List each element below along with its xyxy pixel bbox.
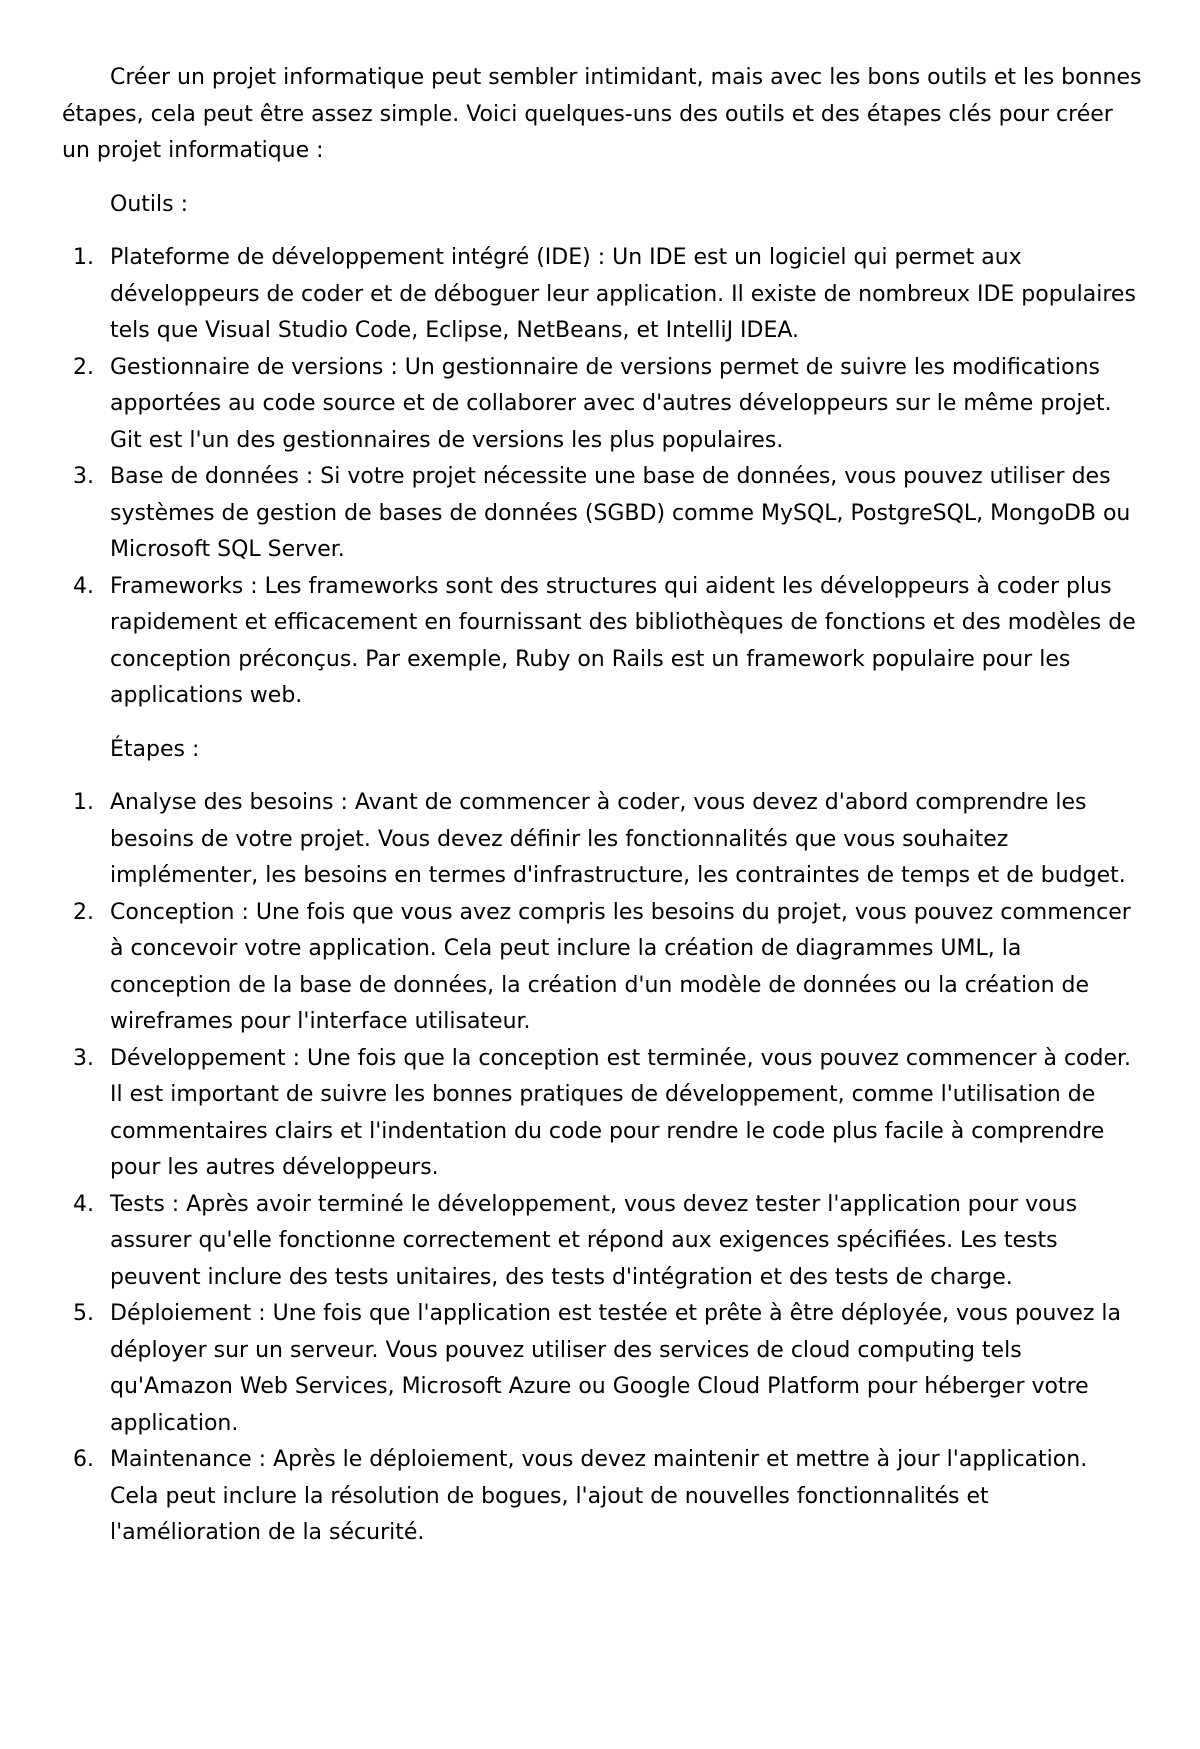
document-page: [62, 60, 1142, 1552]
list-number: 3.: [73, 464, 94, 489]
list-item-text: Déploiement : Une fois que l'application est testée et prête à être déployée, vous pouvez la déployer sur un serveur. Vous pouvez utiliser des services de cloud computing tels qu'Amazon Web Services, Microsoft Azure ou Google Cloud Platform pour héberger votre application.: [110, 1301, 1121, 1436]
list-item: [62, 1187, 1142, 1297]
list-item: [62, 240, 1142, 350]
list-number: 3.: [73, 1045, 94, 1071]
list-item: [62, 1041, 1142, 1187]
list-item-text: Tests : Après avoir terminé le développement, vous devez tester l'application pour vous assurer qu'elle fonctionne correctement et répond aux exigences spécifiées. Les tests peuvent inclure des tests unitaires, des tests d'intégration et des tests de charge.: [110, 1191, 1078, 1290]
list-item-text: Analyse des besoins : Avant de commencer à coder, vous devez d'abord comprendre les besoins de votre projet. Vous devez définir les fonctionnalités que vous souhaitez implémenter, les besoins en termes d'infrastructure, les contraintes de temps et de budget.: [110, 790, 1126, 888]
list-item: [62, 1442, 1142, 1552]
list-number: 1.: [73, 245, 94, 270]
list-item: [62, 459, 1142, 569]
list-number: 4.: [73, 573, 94, 599]
list-item-text: Plateforme de développement intégré (IDE) : Un IDE est un logiciel qui permet aux développeurs de coder et de déboguer leur application. Il existe de nombreux IDE populaires tels que Visual Studio Code, Eclipse, NetBeans, et IntelliJ IDEA.: [110, 245, 1136, 343]
list-number: 1.: [73, 790, 94, 815]
list-number: 2.: [73, 899, 94, 925]
steps-list: [62, 785, 1142, 1552]
list-item-text: Conception : Une fois que vous avez compris les besoins du projet, vous pouvez commencer à concevoir votre application. Cela peut inclure la création de diagrammes UML, la conception de la base de données, la création d'un modèle de données ou la création de wireframes pour l'interface utilisateur.: [110, 899, 1131, 1034]
list-item: [62, 785, 1142, 895]
list-item-text: Maintenance : Après le déploiement, vous devez maintenir et mettre à jour l'application. Cela peut inclure la résolution de bogues, l'ajout de nouvelles fonctionnalités et l'amélioration de la sécurité.: [110, 1447, 1088, 1545]
list-item-text: Gestionnaire de versions : Un gestionnaire de versions permet de suivre les modifications apportées au code source et de collaborer avec d'autres développeurs sur le même projet. Git est l'un des gestionnaires de versions les plus populaires.: [110, 354, 1112, 453]
list-number: 2.: [73, 354, 94, 380]
list-item-text: Base de données : Si votre projet nécessite une base de données, vous pouvez utiliser des systèmes de gestion de bases de données (SGBD) comme MySQL, PostgreSQL, MongoDB ou Microsoft SQL Server.: [110, 464, 1131, 562]
steps-heading: Étapes :: [110, 736, 200, 762]
intro-paragraph: Créer un projet informatique peut sembler intimidant, mais avec les bons outils et les bonnes étapes, cela peut être assez simple. Voici quelques-uns des outils et des étapes clés pour créer un projet informatique :: [62, 65, 1142, 163]
list-item: [62, 350, 1142, 460]
tools-list: [62, 240, 1142, 715]
list-number: 4.: [73, 1191, 94, 1217]
list-item: [62, 569, 1142, 715]
list-item-text: Développement : Une fois que la conception est terminée, vous pouvez commencer à coder. Il est important de suivre les bonnes pratiques de développement, comme l'utilisation de commentaires clairs et l'indentation du code pour rendre le code plus facile à comprendre pour les autres développeurs.: [110, 1045, 1132, 1180]
list-item-text: Frameworks : Les frameworks sont des structures qui aident les développeurs à coder plus rapidement et efficacement en fournissant des bibliothèques de fonctions et des modèles de conception préconçus. Par exemple, Ruby on Rails est un framework populaire pour les applications web.: [110, 573, 1136, 708]
list-item: [62, 895, 1142, 1041]
list-number: 6.: [73, 1447, 94, 1472]
list-item: [62, 1296, 1142, 1442]
list-number: 5.: [73, 1301, 94, 1326]
tools-heading: Outils :: [110, 191, 188, 217]
